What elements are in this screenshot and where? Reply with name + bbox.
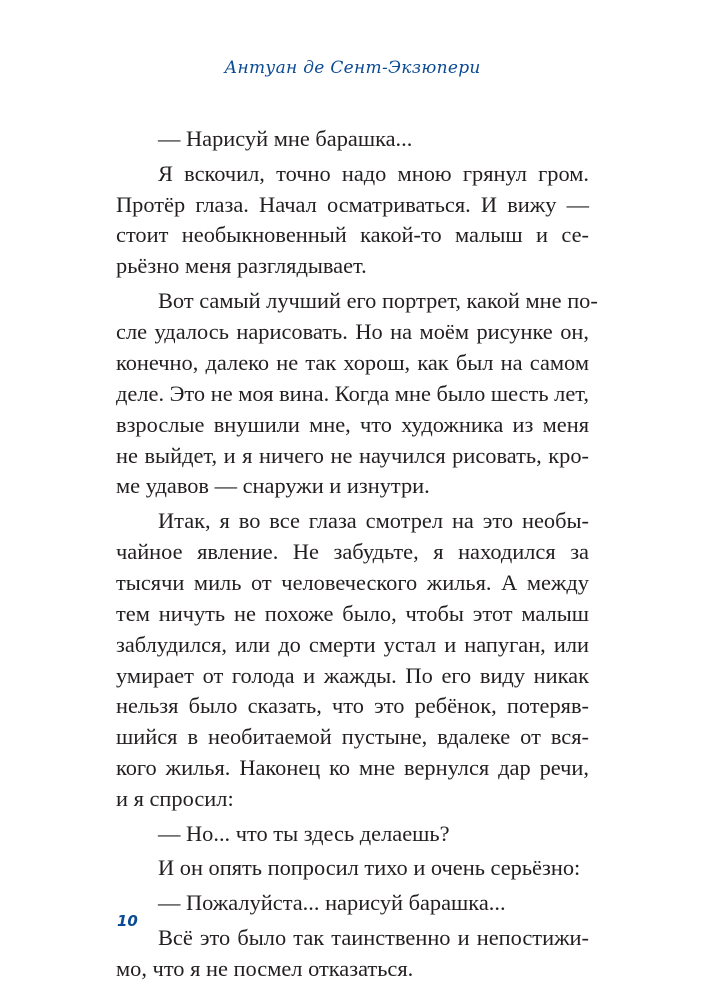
body-text: [116, 124, 598, 988]
text-line: тем ничуть не похоже было, чтобы этот малыш: [116, 600, 589, 626]
text-line: и я спросил:: [116, 786, 234, 812]
text-line: Я вскочил, точно надо мною грянул гром.: [158, 160, 589, 186]
running-head-author: Антуан де Сент-Экзюпери: [224, 58, 481, 78]
text-line: Протёр глаза. Начал осматриваться. И вижу —: [116, 191, 589, 217]
text-line: — Нарисуй мне барашка...: [158, 126, 413, 151]
text-line: стоит необыкновенный какой-то малыш и се-: [116, 222, 589, 248]
text-line: Вот самый лучший его портрет, какой мне по-: [158, 288, 598, 314]
paragraph: [116, 819, 589, 850]
text-line: рьёзно меня разглядывает.: [116, 253, 367, 279]
page-number: 10: [117, 912, 138, 930]
text-line: ме удавов — снаружи и изнутри.: [116, 473, 430, 499]
text-line: нельзя было сказать, что это ребёнок, потеряв-: [116, 693, 589, 719]
text-line: сле удалось нарисовать. Но на моём рисунке он,: [116, 318, 589, 344]
paragraph: [116, 506, 589, 815]
paragraph: [116, 923, 589, 985]
text-line: не выйдет, и я ничего не научился рисовать, кро-: [116, 442, 589, 468]
text-line: умирает от голода и жажды. По его виду никак: [116, 662, 589, 688]
text-line: Всё это было так таинственно и непостижи-: [158, 924, 589, 950]
text-line: шийся в необитаемой пустыне, вдалеке от вся-: [116, 724, 589, 750]
text-line: тысячи миль от человеческого жилья. А между: [116, 569, 589, 595]
text-line: взрослые внушили мне, что художника из меня: [116, 411, 589, 437]
text-line: — Пожалуйста... нарисуй барашка...: [158, 890, 506, 916]
text-line: деле. Это не моя вина. Когда мне было шесть лет,: [116, 380, 589, 406]
text-line: И он опять попросил тихо и очень серьёзно:: [158, 855, 581, 881]
text-line: — Но... что ты здесь делаешь?: [158, 820, 450, 846]
text-line: чайное явление. Не забудьте, я находился за: [116, 538, 589, 564]
paragraph: [116, 286, 598, 502]
paragraph: [116, 888, 589, 919]
text-line: кого жилья. Наконец ко мне вернулся дар речи,: [116, 755, 589, 781]
paragraph: [116, 853, 589, 884]
text-line: мо, что я не посмел отказаться.: [116, 955, 414, 981]
text-line: конечно, далеко не так хорош, как был на самом: [116, 349, 589, 375]
paragraph: [116, 124, 589, 155]
paragraph: [116, 159, 589, 283]
text-line: Итак, я во все глаза смотрел на это необы-: [158, 508, 589, 534]
text-line: заблудился, или до смерти устал и напуган, или: [116, 631, 589, 657]
